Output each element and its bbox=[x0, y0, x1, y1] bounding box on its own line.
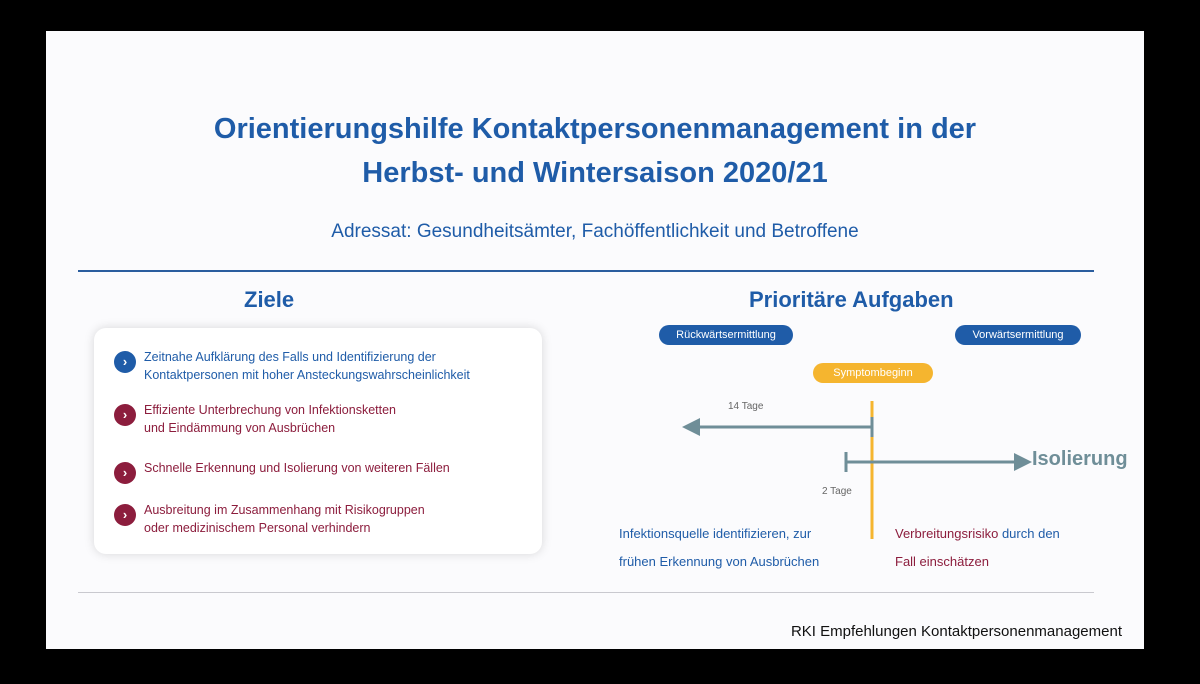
slide-subtitle: Adressat: Gesundheitsämter, Fachöffentlichkeit und Betroffene bbox=[331, 221, 859, 242]
spread-risk-line-2: Fall einschätzen bbox=[895, 554, 989, 569]
backward-tracing-pill: Rückwärtsermittlung bbox=[659, 325, 793, 345]
spread-risk-word: Verbreitungsrisiko bbox=[895, 526, 999, 541]
goals-heading: Ziele bbox=[244, 287, 295, 312]
goal-item-4-line-2: oder medizinischem Personal verhindern bbox=[144, 521, 371, 535]
goal-item-3-line-1: Schnelle Erkennung und Isolierung von weiteren Fällen bbox=[144, 461, 450, 475]
presentation-slide bbox=[46, 31, 1144, 649]
days-forward-label: 2 Tage bbox=[822, 486, 852, 497]
source-identification-text bbox=[619, 520, 819, 576]
backward-arrow-head bbox=[682, 418, 700, 436]
title-line-2: Herbst- und Wintersaison 2020/21 bbox=[362, 157, 828, 189]
goal-item-1-line-2: Kontaktpersonen mit hoher Ansteckungswahrscheinlichkeit bbox=[144, 368, 470, 382]
source-identification-line-2: frühen Erkennung von Ausbrüchen bbox=[619, 554, 820, 569]
tasks-heading: Prioritäre Aufgaben bbox=[749, 287, 954, 312]
forward-arrow-head bbox=[1014, 453, 1032, 471]
goal-item-1-line-1: Zeitnahe Aufklärung des Falls und Identifizierung der bbox=[144, 350, 436, 364]
bottom-divider bbox=[78, 592, 1094, 593]
chevron-right-icon: › bbox=[114, 404, 136, 426]
days-back-label: 14 Tage bbox=[728, 401, 764, 412]
goal-item-4-line-1: Ausbreitung im Zusammenhang mit Risikogruppen bbox=[144, 503, 425, 517]
spread-risk-text bbox=[895, 520, 1060, 576]
source-caption: RKI Empfehlungen Kontaktpersonenmanagement bbox=[790, 623, 1122, 640]
spread-risk-connector: durch den bbox=[1001, 526, 1060, 541]
isolation-label: Isolierung bbox=[1032, 448, 1128, 470]
goal-item-2-line-1: Effiziente Unterbrechung von Infektionsketten bbox=[144, 403, 397, 417]
symptom-onset-pill: Symptombeginn bbox=[813, 363, 933, 383]
chevron-right-icon: › bbox=[114, 462, 136, 484]
forward-tracing-pill: Vorwärtsermittlung bbox=[955, 325, 1081, 345]
chevron-right-icon: › bbox=[114, 351, 136, 373]
chevron-right-icon: › bbox=[114, 504, 136, 526]
goal-item-2-line-2: und Eindämmung von Ausbrüchen bbox=[144, 421, 336, 435]
source-identification-line-1: Infektionsquelle identifizieren, zur bbox=[619, 526, 812, 541]
title-line-1: Orientierungshilfe Kontaktpersonenmanagement in der bbox=[213, 113, 977, 145]
